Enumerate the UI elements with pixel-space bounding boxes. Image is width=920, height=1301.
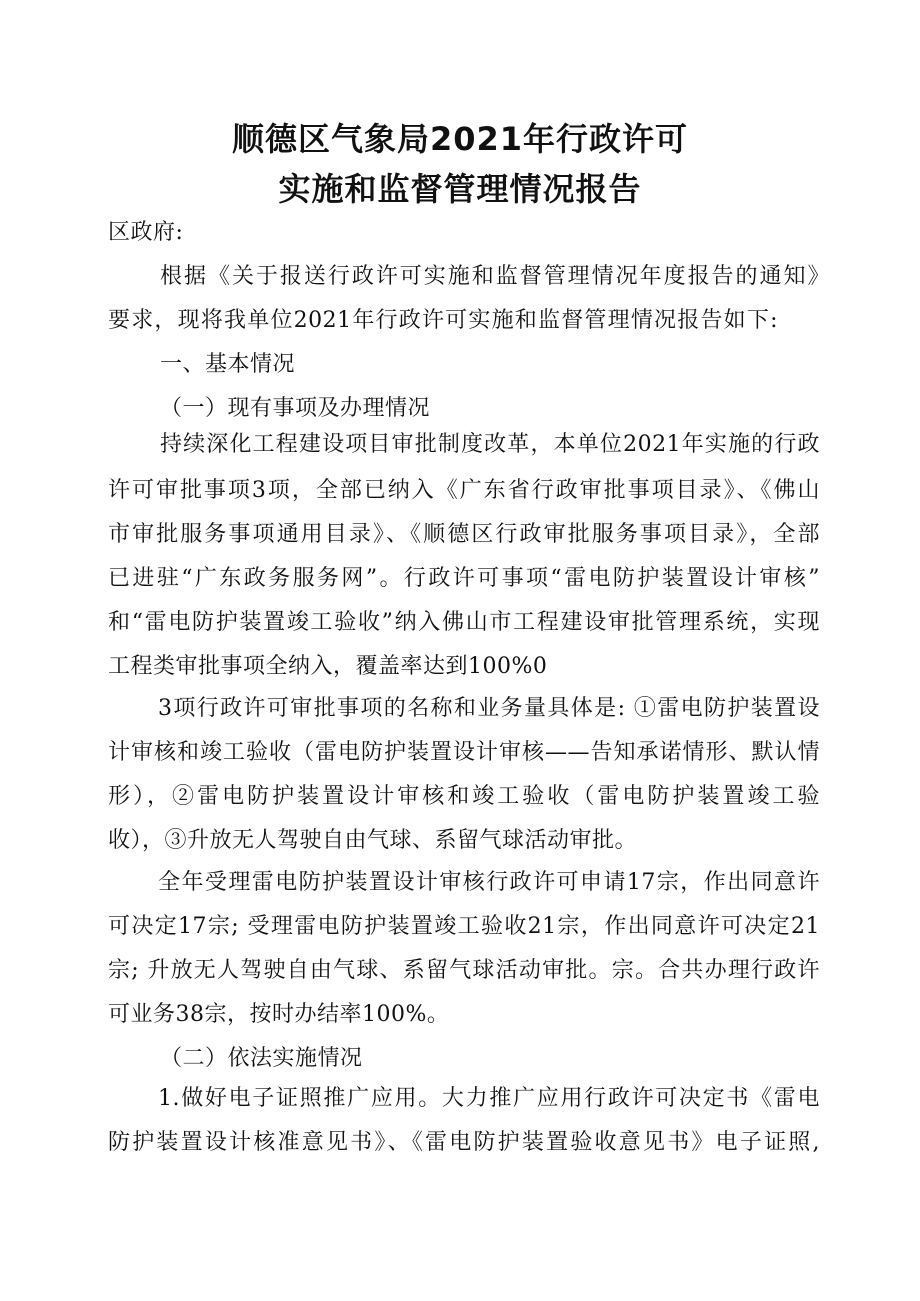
subsection-heading: （一）现有事项及办理情况 bbox=[160, 396, 431, 421]
document-title-line-1: 顺德区气象局2021年行政许可 bbox=[231, 120, 689, 158]
paragraph-line: 许可审批事项3项，全部已纳入《广东省行政审批事项目录》、《佛山 bbox=[108, 478, 820, 503]
paragraph-line: 要求，现将我单位2021年行政许可实施和监督管理情况报告如下: bbox=[108, 308, 778, 333]
paragraph-line: 持续深化工程建设项目审批制度改革，本单位2021年实施的行政 bbox=[160, 432, 820, 457]
paragraph-line: 根据《关于报送行政许可实施和监督管理情况年度报告的通知》 bbox=[160, 264, 830, 289]
paragraph-line: 市审批服务事项通用目录》、《顺德区行政审批服务事项目录》，全部 bbox=[108, 522, 820, 547]
subsection-heading: （二）依法实施情况 bbox=[160, 1046, 363, 1071]
paragraph-line: 3项行政许可审批事项的名称和业务量具体是: ①雷电防护装置设 bbox=[158, 696, 820, 721]
paragraph-line: 已进驻“广东政务服务网”。行政许可事项“雷电防护装置设计审核” bbox=[108, 566, 820, 591]
paragraph-line: 宗; 升放无人驾驶自由气球、系留气球活动审批。宗。合共办理行政许 bbox=[108, 958, 820, 983]
paragraph-line: 可决定17宗; 受理雷电防护装置竣工验收21宗，作出同意许可决定21 bbox=[108, 914, 820, 939]
paragraph-line: 收），③升放无人驾驶自由气球、系留气球活动审批。 bbox=[108, 828, 638, 853]
paragraph-line: 计审核和竣工验收（雷电防护装置设计审核——告知承诺情形、默认情 bbox=[108, 740, 820, 765]
salutation: 区政府: bbox=[108, 220, 184, 245]
paragraph-line: 工程类审批事项全纳入，覆盖率达到100%0 bbox=[108, 654, 548, 679]
paragraph-line: 防护装置设计核准意见书》、《雷电防护装置验收意见书》电子证照, bbox=[108, 1130, 820, 1155]
paragraph-line: 和“雷电防护装置竣工验收”纳入佛山市工程建设审批管理系统，实现 bbox=[108, 610, 820, 635]
paragraph-line: 形），②雷电防护装置设计审核和竣工验收（雷电防护装置竣工验 bbox=[108, 784, 820, 809]
section-heading: 一、基本情况 bbox=[160, 352, 296, 377]
document-title-line-2: 实施和监督管理情况报告 bbox=[278, 170, 642, 208]
paragraph-line: 全年受理雷电防护装置设计审核行政许可申请17宗，作出同意许 bbox=[158, 870, 820, 895]
paragraph-line: 可业务38宗，按时办结率100%。 bbox=[108, 1002, 450, 1027]
paragraph-line: 1.做好电子证照推广应用。大力推广应用行政许可决定书《雷电 bbox=[158, 1086, 820, 1111]
